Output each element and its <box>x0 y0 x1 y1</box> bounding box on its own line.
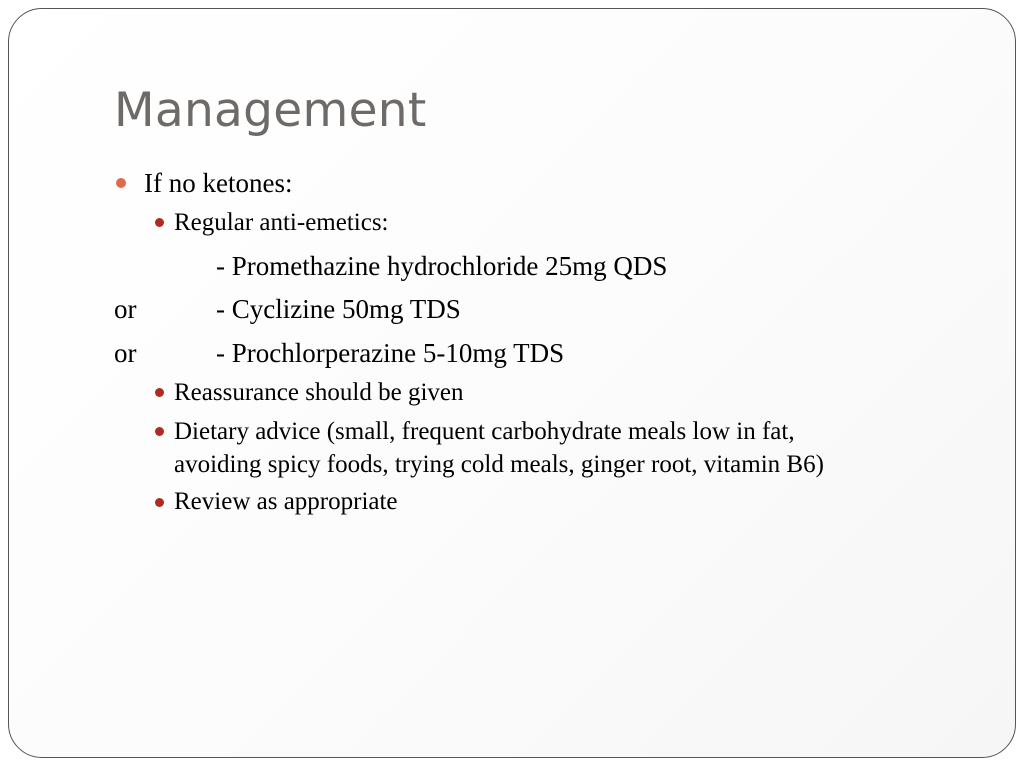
item-reassurance: Reassurance should be given <box>174 379 464 406</box>
or-label: or <box>114 338 137 368</box>
bullet-level2-icon <box>155 218 164 227</box>
or-label: or <box>114 294 137 324</box>
drug-option-promethazine: - Promethazine hydrochloride 25mg QDS <box>216 251 668 281</box>
drug-option-cyclizine: - Cyclizine 50mg TDS <box>216 294 461 324</box>
drug-option-prochlorperazine: - Prochlorperazine 5-10mg TDS <box>216 338 565 368</box>
item-review: Review as appropriate <box>174 488 398 515</box>
bullet-level2-icon <box>155 388 164 397</box>
item-dietary-advice-line2: avoiding spicy foods, trying cold meals, ginger root, vitamin B6) <box>174 451 824 478</box>
bullet-level1-icon <box>116 178 126 188</box>
level1-text-no-ketones: If no ketones: <box>144 168 293 198</box>
slide-title: Management <box>114 83 427 138</box>
item-dietary-advice-line1: Dietary advice (small, frequent carbohydrate meals low in fat, <box>174 418 795 445</box>
anti-emetics-heading: Regular anti-emetics: <box>174 209 389 236</box>
bullet-level2-icon <box>155 498 164 507</box>
bullet-level2-icon <box>155 427 164 436</box>
